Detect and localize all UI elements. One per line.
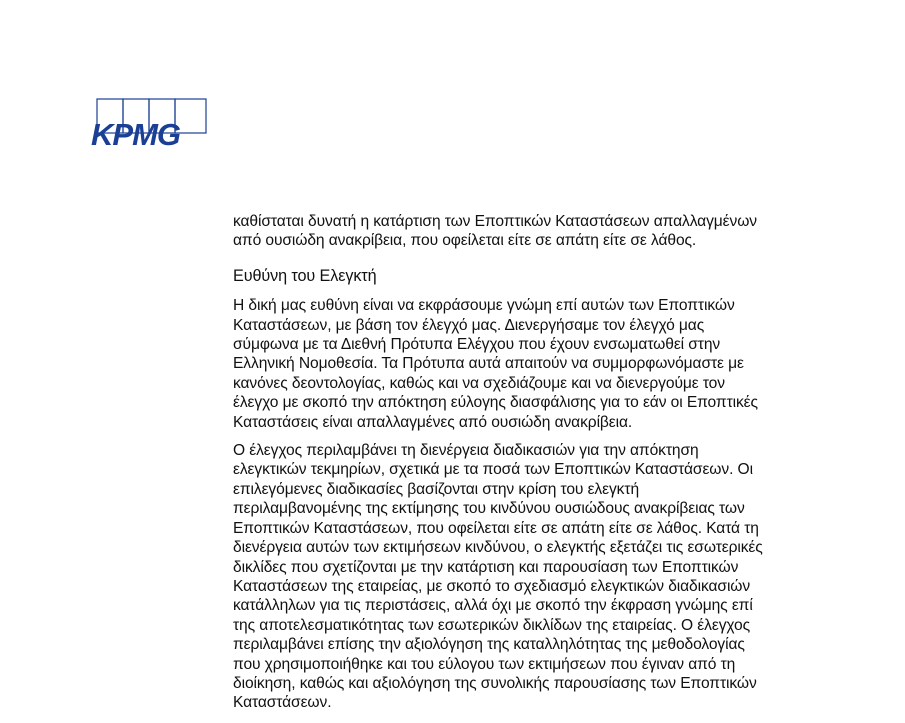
- text-line: δικλίδες που σχετίζονται με την κατάρτιση και παρουσίαση των Εποπτικών: [233, 558, 739, 576]
- kpmg-logo-text: KPMG: [91, 117, 180, 150]
- text-line: Καταστάσεων, με βάση τον έλεγχό μας. Διενεργήσαμε τον έλεγχό μας: [233, 316, 705, 334]
- text-line: Καταστάσεις είναι απαλλαγμένες από ουσιώδη ανακρίβεια.: [233, 413, 633, 431]
- text-line: διοίκηση, καθώς και αξιολόγηση της συνολικής παρουσίασης των Εποπτικών: [233, 674, 757, 692]
- text-line: που χρησιμοποιήθηκε και του εύλογου των εκτιμήσεων που έγιναν από τη: [233, 655, 736, 673]
- text-line: περιλαμβανομένης της εκτίμησης του κινδύνου ουσιώδους ανακρίβειας των: [233, 500, 745, 518]
- text-line: κατάλληλων για τις περιστάσεις, αλλά όχι με σκοπό την έκφραση γνώμης επί: [233, 597, 753, 615]
- text-line: Καταστάσεων.: [233, 694, 332, 712]
- text-line: Εποπτικών Καταστάσεων, που οφείλεται είτε σε απάτη είτε σε λάθος. Κατά τη: [233, 519, 759, 537]
- kpmg-logo-icon: [90, 98, 212, 150]
- section-heading: Ευθύνη του Ελεγκτή: [233, 266, 377, 285]
- text-line: Ελληνική Νομοθεσία. Τα Πρότυπα αυτά απαιτούν να συμμορφωνόμαστε με: [233, 355, 744, 373]
- text-line: επιλεγόμενες διαδικασίες βασίζονται στην κρίση του ελεγκτή: [233, 480, 640, 498]
- kpmg-logo: [90, 98, 212, 150]
- intro-paragraph: [233, 212, 823, 251]
- text-line: Καταστάσεων της εταιρείας, με σκοπό το σχεδιασμό ελεγκτικών διαδικασιών: [233, 577, 751, 595]
- text-line: της αποτελεσματικότητας των εσωτερικών δικλίδων της εταιρείας. Ο έλεγχος: [233, 616, 751, 634]
- text-line: ελεγκτικών τεκμηρίων, σχετικά με τα ποσά των Εποπτικών Καταστάσεων. Οι: [233, 461, 753, 479]
- text-line: καθίσταται δυνατή η κατάρτιση των Εποπτικών Καταστάσεων απαλλαγμένων: [233, 213, 757, 230]
- text-line: Ο έλεγχος περιλαμβάνει τη διενέργεια διαδικασιών για την απόκτηση: [233, 442, 699, 460]
- text-line: κανόνες δεοντολογίας, καθώς και να σχεδιάζουμε και να διενεργούμε τον: [233, 374, 725, 392]
- text-line: Η δική μας ευθύνη είναι να εκφράσουμε γνώμη επί αυτών των Εποπτικών: [233, 297, 735, 315]
- text-line: διενέργεια αυτών των εκτιμήσεων κινδύνου, ο ελεγκτής εξετάζει τις εσωτερικές: [233, 539, 763, 557]
- document-body: [233, 212, 823, 713]
- text-line: έλεγχο με σκοπό την απόκτηση εύλογης διασφάλισης για το εάν οι Εποπτικές: [233, 394, 758, 412]
- text-line: περιλαμβάνει επίσης την αξιολόγηση της καταλληλότητας της μεθοδολογίας: [233, 636, 745, 654]
- text-line: σύμφωνα με τα Διεθνή Πρότυπα Ελέγχου που έχουν ενσωματωθεί στην: [233, 336, 721, 354]
- responsibility-paragraph: [233, 296, 823, 432]
- text-line: από ουσιώδη ανακρίβεια, που οφείλεται είτε σε απάτη είτε σε λάθος.: [233, 232, 697, 250]
- audit-scope-paragraph: [233, 441, 823, 713]
